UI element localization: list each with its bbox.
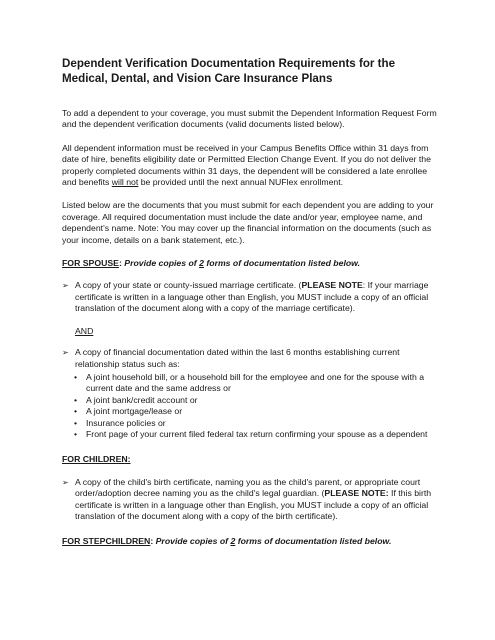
- list-item-text: Insurance policies or: [86, 417, 166, 428]
- stepchildren-instruction-pre: Provide copies of: [155, 536, 231, 547]
- children-item-birth-certificate: [62, 477, 443, 523]
- children-heading: FOR CHILDREN:: [62, 454, 131, 465]
- children-section-title: [62, 454, 443, 465]
- arrow-right-icon: ➢: [62, 281, 69, 291]
- bullet-icon: •: [74, 406, 78, 417]
- will-not-emphasis: will not: [111, 177, 139, 188]
- list-item: [74, 429, 443, 440]
- bullet-icon: •: [74, 371, 78, 382]
- children-item1-text: A copy of the child's birth certificate, naming you as the child's parent, or appropriate court order/adoption decree naming you as the child's legal guardian. (: [75, 476, 421, 499]
- arrow-right-icon: ➢: [62, 348, 69, 358]
- documents-paragraph: Listed below are the documents that you must submit for each dependent you are adding to your coverage. All required documentation must include the date and/or year, employee name, and dependent's name. Note: You may cover up the financial information on the documents (such as your income, details on a bank statement, etc.).: [62, 200, 434, 245]
- spouse-instruction-pre: Provide copies of: [124, 258, 200, 269]
- spouse-heading-colon: :: [118, 258, 125, 269]
- list-item-text: Front page of your current filed federal tax return confirming your spouse as a dependent: [86, 428, 428, 439]
- stepchildren-instruction-post: forms of documentation listed below.: [235, 536, 392, 547]
- spouse-section-title: [62, 258, 443, 269]
- deadline-text: All dependent information must be received in your Campus Benefits Office within 31 days from date of hire, benefits eligibility date or Permitted Election Change Event. If you do not deliver the properly completed documents within 31 days, the dependent will be considered a late enrollee and benefits: [62, 142, 431, 188]
- spouse-item1-note: PLEASE NOTE: [301, 280, 363, 291]
- list-item: [74, 395, 443, 406]
- list-item-text: A joint bank/credit account or: [86, 394, 198, 405]
- spouse-instruction-post: forms of documentation listed below.: [203, 258, 361, 269]
- list-item: [74, 406, 443, 417]
- spouse-item1-text: A copy of your state or county-issued marriage certificate. (: [75, 280, 302, 291]
- arrow-right-icon: ➢: [62, 477, 69, 487]
- deadline-paragraph: [62, 143, 443, 189]
- bullet-icon: •: [74, 428, 78, 439]
- spouse-financial-list: [62, 372, 443, 440]
- spouse-item-financial: [62, 347, 443, 370]
- stepchildren-instruction-num: 2: [230, 536, 236, 547]
- list-item-text: A joint household bill, or a household bill for the employee and one for the spouse with a current date and the same address or: [86, 371, 425, 394]
- document-title: Dependent Verification Documentation Requirements for the Medical, Dental, and Vision Care Insurance Plans: [62, 57, 396, 85]
- spouse-item2-text: A copy of financial documentation dated within the last 6 months establishing current relationship status such as:: [75, 347, 400, 369]
- spouse-heading: FOR SPOUSE: [62, 258, 119, 269]
- spouse-instruction-num: 2: [199, 258, 204, 269]
- stepchildren-instruction: [156, 536, 392, 546]
- bullet-icon: •: [74, 417, 78, 428]
- list-item-text: A joint mortgage/lease or: [86, 406, 183, 417]
- stepchildren-heading-colon: :: [150, 536, 156, 547]
- spouse-item-marriage-certificate: [62, 280, 443, 314]
- list-item: [74, 372, 443, 395]
- stepchildren-heading: FOR STEPCHILDREN: [62, 536, 151, 547]
- children-item1-text-end: If this birth certificate is written in a language other than English, you MUST include a copy of an official translation of the document along with a copy of the birth certificate).: [75, 488, 432, 521]
- children-item1-note: PLEASE NOTE:: [324, 488, 389, 499]
- stepchildren-section-title: [62, 536, 443, 547]
- and-connector: AND: [75, 325, 94, 336]
- intro-paragraph: To add a dependent to your coverage, you must submit the Dependent Information Request Form and the dependent verification documents (valid documents listed below).: [62, 108, 437, 130]
- deadline-text-end: be provided until the next annual NUFlex enrollment.: [138, 177, 344, 188]
- list-item: [74, 418, 443, 429]
- bullet-icon: •: [74, 394, 78, 405]
- spouse-item1-text-end: : If your marriage certificate is written in a language other than English, you MUST include a copy of an official translation of the document along with a copy of the marriage certificate).: [75, 280, 429, 314]
- spouse-instruction: [124, 258, 360, 268]
